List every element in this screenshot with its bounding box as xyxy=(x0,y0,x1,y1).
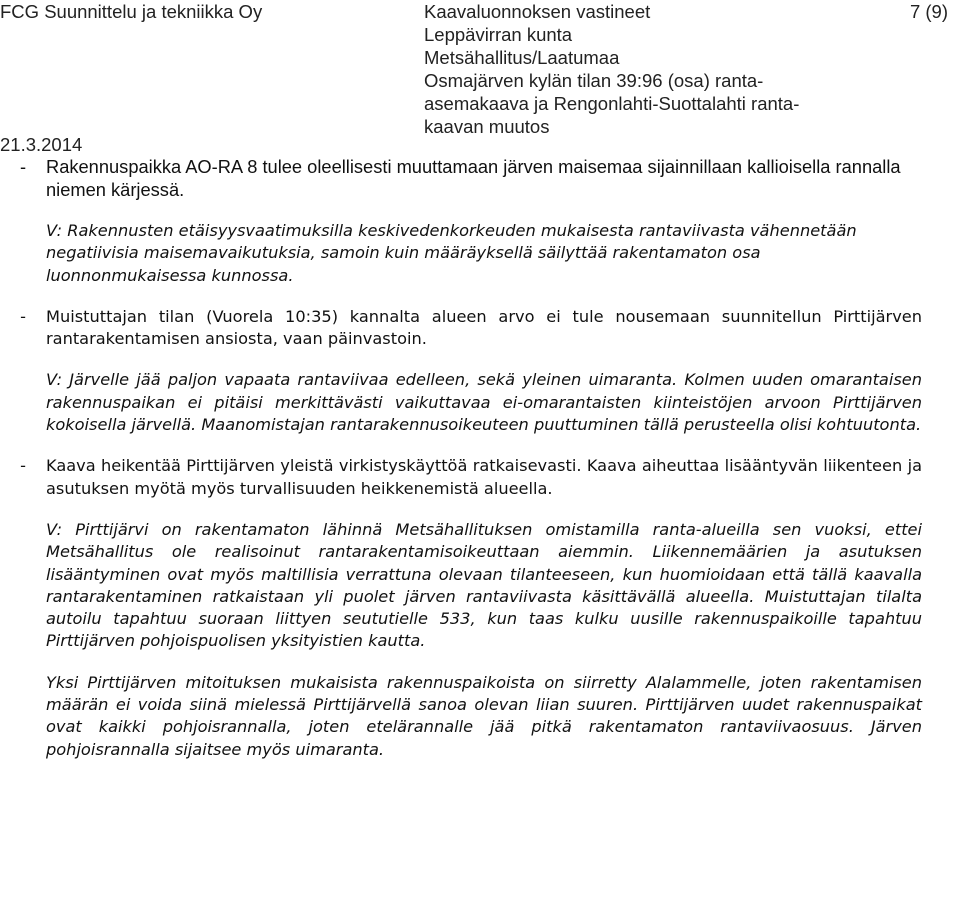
comment-item xyxy=(0,306,960,351)
document-title xyxy=(424,0,904,138)
comment-text: Kaava heikentää Pirttijärven yleistä virkistyskäyttöä ratkaisevasti. Kaava aiheuttaa lisääntyvän liikenteen ja asutuksen myötä myös turvallisuuden heikkenemistä alueella. xyxy=(46,456,922,498)
page-number: 7 (9) xyxy=(909,1,948,22)
bullet-dash: - xyxy=(20,456,26,476)
document-body xyxy=(0,155,960,761)
reply-text: V: Rakennusten etäisyysvaatimuksilla keskivedenkorkeuden mukaisesta rantaviivasta vähennetään negatiivisia maisemavaikutuksia, samoin kuin määräyksellä säilyttää rakentamaton osa luonnonmukaisessa kunnossa. xyxy=(46,221,857,285)
comment-text: Muistuttajan tilan (Vuorela 10:35) kannalta alueen arvo ei tule nousemaan suunnitellun Pirttijärven rantarakentamisen ansiosta, vaan päinvastoin. xyxy=(46,306,922,349)
title-line: Leppävirran kunta xyxy=(424,24,573,45)
document-date: 21.3.2014 xyxy=(0,134,83,155)
company-name: FCG Suunnittelu ja tekniikka Oy xyxy=(0,1,263,22)
reply-text: Yksi Pirttijärven mitoituksen mukaisista rakennuspaikoista on siirretty Alalammelle, joten rakentamisen määrän ei voida siinä mielessä Pirttijärvellä sanoa olevan liian suuren. Pirttijärven uudet rakennuspaikat ovat kaikki pohjoisrannalla, joten etelärannalle jää pitkä rakentamaton rantaviivaosuus. Järven pohjoisrannalla sijaitsee myös uimaranta. xyxy=(46,672,922,759)
title-line: Osmajärven kylän tilan 39:96 (osa) ranta- xyxy=(424,70,764,91)
title-line: asemakaava ja Rengonlahti-Suottalahti ranta- xyxy=(424,93,800,114)
comment-item xyxy=(0,455,960,500)
comment-text: Rakennuspaikka AO-RA 8 tulee oleellisesti muuttamaan järven maisemaa sijainnillaan kallioisella rannalla niemen kärjessä. xyxy=(46,156,901,200)
title-line: Kaavaluonnoksen vastineet xyxy=(424,1,651,22)
reply-text: V: Järvelle jää paljon vapaata rantaviivaa edelleen, sekä yleinen uimaranta. Kolmen uuden omarantaisen rakennuspaikan ei pitäisi merkittävästi vaikuttavaa ei-omarantaisten kiinteistöjen arvoon Pirttijärven kokoisella järvellä. Maanomistajan rantarakennusoikeuteen puuttuminen tällä perusteella olisi kohtuutonta. xyxy=(46,370,922,435)
title-line: Metsähallitus/Laatumaa xyxy=(424,47,620,68)
bullet-dash: - xyxy=(20,306,26,326)
comment-item xyxy=(0,155,960,201)
reply-text: V: Pirttijärvi on rakentamaton lähinnä Metsähallituksen omistamilla ranta-alueilla sen vuoksi, ettei Metsähallitus ole realisoinut rantarakentamisoikeuttaan aiemmin. Liikennemäärien ja asutuksen lisääntyminen ovat myös maltillisia verrattuna olevaan tilanteeseen, kun huomioidaan että tällä kaavalla rantarakentaminen ratkaistaan yli puolet järven rantaviivasta käsittävällä alueella. Muistuttajan tilalta autoilu tapahtuu suoraan liittyen seututielle 533, kun taas kulku uusille rakennuspaikoille tapahtuu Pirttijärven pohjoispuolisen yksityistien kautta. xyxy=(46,519,922,651)
bullet-dash: - xyxy=(19,156,27,177)
title-line: kaavan muutos xyxy=(424,116,550,137)
